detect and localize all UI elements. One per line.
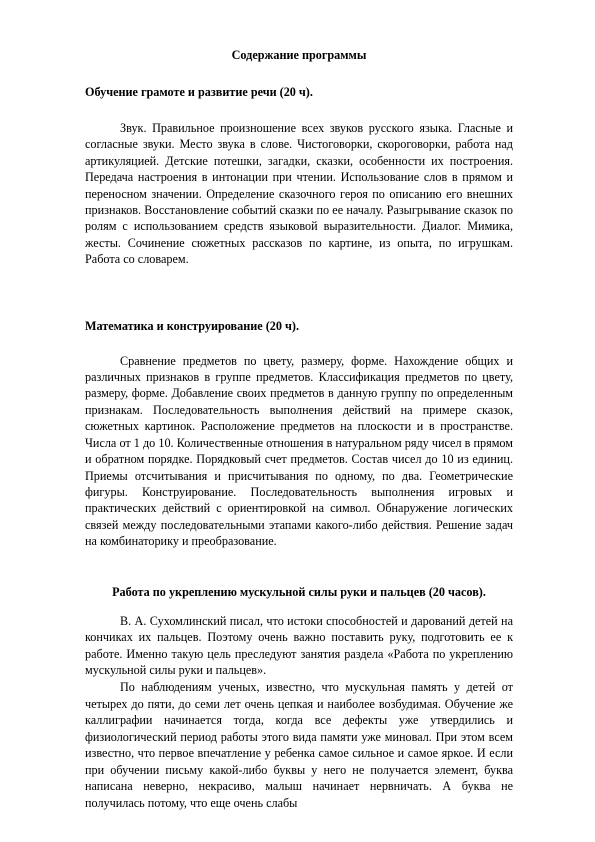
section-heading-hand-strength: Работа по укреплению мускульной силы руки и пальцев (20 часов). — [112, 584, 486, 599]
paragraph-hand-strength-2: По наблюдениям ученых, известно, что мускульная память у детей от четырех до пяти, до семи лет очень цепкая и наиболее возбудимая. Обучение же каллиграфии начинается тогда, когда все дефекты уже утвердились и физиологический период работы этого вида памяти уже миновал. При этом всем известно, что первое впечатление у ребенка самое сильное и самое яркое. И если при обучении письму какой-либо буквы у него не получается элемент, буква написана неверно, некрасиво, малыш начинает нервничать. А буква не получилась потому, что еще очень слабы — [85, 679, 513, 811]
section-literacy — [85, 84, 513, 268]
paragraph-math: Сравнение предметов по цвету, размеру, форме. Нахождение общих и различных признаков в группе предметов. Классификация предметов по цвету, размеру, форме. Добавление своих предметов в данную группу по определенным признакам. Последовательность выполнения действий на примере сказок, сюжетных картинок. Расположение предметов на плоскости и в пространстве. Числа от 1 до 10. Количественные отношения в натуральном ряду чисел в прямом и обратном порядке. Порядковый счет предметов. Состав чисел до 10 из единиц. Приемы отсчитывания и присчитывания по одному, по два. Геометрические фигуры. Конструирование. Последовательность выполнения игровых и практических действий с ориентировкой на символ. Обнаружение логических связей между последовательными этапами какого-либо действия. Решение задач на комбинаторику и преобразование. — [85, 353, 513, 549]
section-hand-strength — [85, 584, 513, 812]
document-page — [85, 47, 513, 812]
section-heading-literacy: Обучение грамоте и развитие речи (20 ч). — [85, 85, 313, 99]
paragraph-hand-strength-1: В. А. Сухомлинский писал, что истоки способностей и дарований детей на кончиках их пальцев. Поэтому очень важно поставить руку, подготовить ее к работе. Именно такую цель преследуют занятия раздела «Работа по укреплению мускульной силы руки и пальцев». — [85, 613, 513, 678]
page-title: Содержание программы — [231, 48, 367, 62]
section-heading-math: Математика и конструирование (20 ч). — [85, 318, 299, 333]
section-math — [85, 318, 513, 550]
paragraph-literacy: Звук. Правильное произношение всех звуков русского языка. Гласные и согласные звуки. Место звука в слове. Чистоговорки, скороговорки, работа над артикуляцией. Детские потешки, загадки, сказки, особенности их построения. Передача настроения в интонации при чтении. Использование слов в прямом и переносном значении. Определение сказочного героя по описанию его внешних признаков. Восстановление событий сказки по ее началу. Разыгрывание сказок по ролям с использованием средств языковой выразительности. Диалог. Мимика, жесты. Сочинение сюжетных рассказов по картине, из опыта, по игрушкам. Работа со словарем. — [85, 121, 513, 267]
